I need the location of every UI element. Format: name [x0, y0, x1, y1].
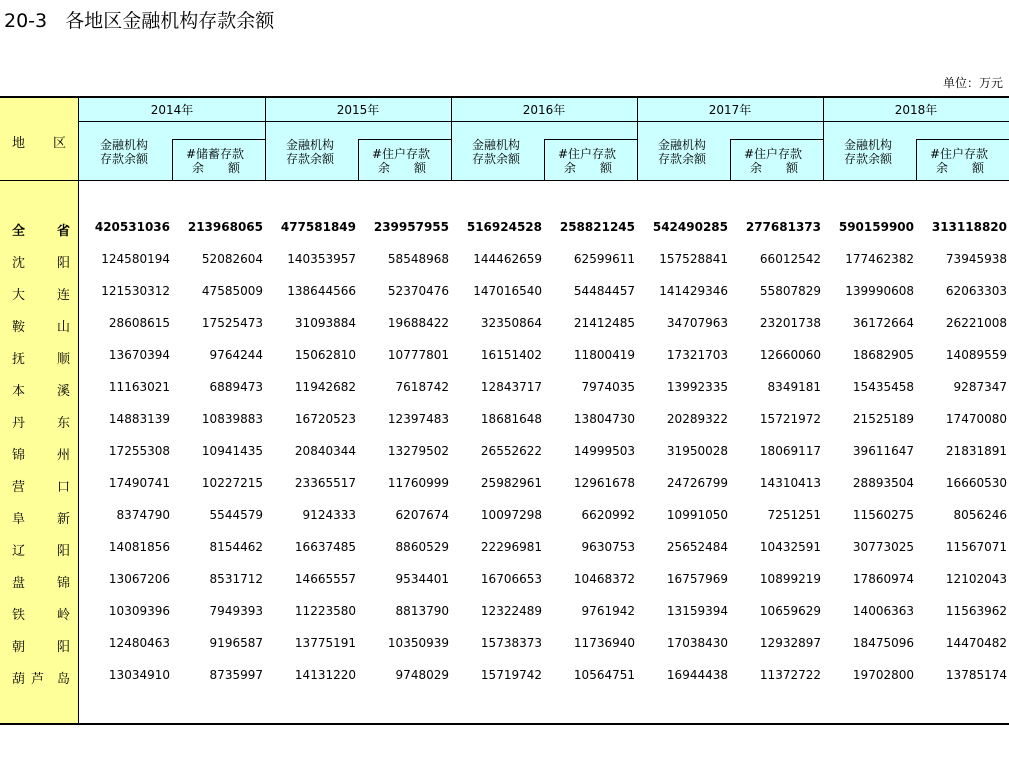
table-cell: 32350864 — [480, 316, 542, 330]
table-cell: 15738373 — [480, 636, 542, 650]
table-cell: 10097298 — [480, 508, 542, 522]
sub-top-line — [730, 139, 823, 140]
table-cell: 18682905 — [852, 348, 914, 362]
column-header-line-2: 存款余额 — [100, 152, 149, 166]
column-header — [286, 138, 334, 166]
table-cell: 31950028 — [666, 444, 728, 458]
table-cell: 11560275 — [852, 508, 914, 522]
table-cell: 17038430 — [666, 636, 728, 650]
table-cell: 36172664 — [852, 316, 914, 330]
table-cell: 157528841 — [659, 252, 728, 266]
table-cell: 15435458 — [852, 380, 914, 394]
table-cell: 62063303 — [945, 284, 1007, 298]
table-cell: 8374790 — [116, 508, 170, 522]
table-cell: 239957955 — [373, 220, 449, 234]
table-cell: 277681373 — [745, 220, 821, 234]
table-cell: 26552622 — [480, 444, 542, 458]
region-header-char-1: 地 — [12, 136, 26, 151]
table-cell: 11567071 — [945, 540, 1007, 554]
table-cell: 15062810 — [294, 348, 356, 362]
table-cell: 10227215 — [201, 476, 263, 490]
region-label — [12, 412, 70, 431]
table-cell: 11563962 — [945, 604, 1007, 618]
region-label — [12, 572, 70, 591]
column-header-line-2: 余 额 — [564, 161, 613, 175]
column-header — [472, 138, 520, 166]
table-cell: 13992335 — [666, 380, 728, 394]
table-cell: 124580194 — [101, 252, 170, 266]
table-cell: 590159900 — [838, 220, 914, 234]
table-cell: 10468372 — [573, 572, 635, 586]
column-header — [744, 147, 802, 175]
region-label-part: 连 — [56, 288, 70, 303]
table-cell: 8349181 — [767, 380, 821, 394]
region-label-part: 锦 — [56, 576, 70, 591]
table-cell: 17525473 — [201, 316, 263, 330]
table-cell: 420531036 — [94, 220, 170, 234]
table-cell: 141429346 — [659, 284, 728, 298]
table-cell: 28608615 — [108, 316, 170, 330]
table-cell: 7251251 — [767, 508, 821, 522]
column-header-line-1: 金融机构 — [472, 138, 521, 152]
table-cell: 14081856 — [108, 540, 170, 554]
region-label-part: 盘 — [12, 576, 26, 591]
sub-separator-line — [358, 139, 359, 180]
table-cell: 9124333 — [302, 508, 356, 522]
region-label — [12, 316, 70, 335]
table-cell: 14006363 — [852, 604, 914, 618]
column-header-line-2: 余 额 — [378, 161, 427, 175]
column-header-line-1: #住户存款 — [744, 147, 803, 161]
table-cell: 17321703 — [666, 348, 728, 362]
table-cell: 6620992 — [581, 508, 635, 522]
table-cell: 6889473 — [209, 380, 263, 394]
year-header: 2016年 — [522, 103, 566, 117]
table-cell: 16637485 — [294, 540, 356, 554]
column-header-line-1: #住户存款 — [558, 147, 617, 161]
table-cell: 19702800 — [852, 668, 914, 682]
table-cell: 18069117 — [759, 444, 821, 458]
table-cell: 10991050 — [666, 508, 728, 522]
unit-label: 单位：万元 — [942, 76, 1003, 90]
table-cell: 16660530 — [945, 476, 1007, 490]
column-header-line-1: #住户存款 — [930, 147, 989, 161]
table-cell: 258821245 — [559, 220, 635, 234]
region-label-part: 州 — [56, 448, 70, 463]
table-cell: 8735997 — [209, 668, 263, 682]
table-cell: 13785174 — [945, 668, 1007, 682]
column-header — [100, 138, 148, 166]
table-cell: 9534401 — [395, 572, 449, 586]
table-cell: 25982961 — [480, 476, 542, 490]
region-label-part: 沈 — [12, 256, 26, 271]
table-cell: 140353957 — [287, 252, 356, 266]
year-header: 2017年 — [708, 103, 752, 117]
table-cell: 16944438 — [666, 668, 728, 682]
region-label-part: 省 — [56, 224, 70, 239]
table-cell: 55807829 — [759, 284, 821, 298]
table-cell: 10432591 — [759, 540, 821, 554]
table-cell: 177462382 — [845, 252, 914, 266]
table-cell: 15719742 — [480, 668, 542, 682]
table-cell: 16757969 — [666, 572, 728, 586]
column-header-line-1: 金融机构 — [286, 138, 335, 152]
column-header-line-1: #储蓄存款 — [186, 147, 245, 161]
table-cell: 16706653 — [480, 572, 542, 586]
column-header-line-1: 金融机构 — [844, 138, 893, 152]
region-label-part: 阜 — [12, 512, 26, 527]
region-label — [12, 252, 70, 271]
sub-separator-line — [730, 139, 731, 180]
region-label-part: 铁 — [12, 608, 26, 623]
column-header-line-2: 存款余额 — [844, 152, 893, 166]
table-cell: 14883139 — [108, 412, 170, 426]
region-label — [12, 380, 70, 399]
table-cell: 12102043 — [945, 572, 1007, 586]
region-label-part: 阳 — [56, 640, 70, 655]
table-cell: 14999503 — [573, 444, 635, 458]
column-header-line-2: 余 额 — [750, 161, 799, 175]
table-cell: 14089559 — [945, 348, 1007, 362]
sub-separator-line — [916, 139, 917, 180]
column-header-line-2: 余 额 — [936, 161, 985, 175]
table-cell: 13067206 — [108, 572, 170, 586]
column-header-line-2: 余 额 — [192, 161, 241, 175]
table-cell: 10777801 — [387, 348, 449, 362]
table-cell: 139990608 — [845, 284, 914, 298]
table-cell: 12961678 — [573, 476, 635, 490]
region-header-char-2: 区 — [52, 136, 66, 151]
region-label-part: 山 — [56, 320, 70, 335]
table-cell: 477581849 — [280, 220, 356, 234]
column-header-line-2: 存款余额 — [658, 152, 707, 166]
table-cell: 9764244 — [209, 348, 263, 362]
table-cell: 10564751 — [573, 668, 635, 682]
table-cell: 9761942 — [581, 604, 635, 618]
table-cell: 13775191 — [294, 636, 356, 650]
region-label — [12, 444, 70, 463]
region-label — [12, 668, 70, 687]
table-cell: 25652484 — [666, 540, 728, 554]
header-bottom-border — [0, 180, 1009, 181]
table-cell: 13034910 — [108, 668, 170, 682]
table-cell: 12480463 — [108, 636, 170, 650]
table-cell: 17860974 — [852, 572, 914, 586]
column-header — [186, 147, 244, 175]
table-cell: 21525189 — [852, 412, 914, 426]
table-cell: 14310413 — [759, 476, 821, 490]
sub-top-line — [358, 139, 451, 140]
table-cell: 8813790 — [395, 604, 449, 618]
table-cell: 14665557 — [294, 572, 356, 586]
table-cell: 17470080 — [945, 412, 1007, 426]
table-cell: 13159394 — [666, 604, 728, 618]
region-label-part: 朝 — [12, 640, 26, 655]
region-label-part: 岭 — [56, 608, 70, 623]
table-cell: 18681648 — [480, 412, 542, 426]
table-cell: 10839883 — [201, 412, 263, 426]
sub-top-line — [544, 139, 637, 140]
column-header-line-2: 存款余额 — [286, 152, 335, 166]
table-cell: 313118820 — [931, 220, 1007, 234]
table-cell: 8056246 — [953, 508, 1007, 522]
table-cell: 52082604 — [201, 252, 263, 266]
sub-separator-line — [544, 139, 545, 180]
table-cell: 47585009 — [201, 284, 263, 298]
table-cell: 22296981 — [480, 540, 542, 554]
region-label-part: 锦 — [12, 448, 26, 463]
table-cell: 20289322 — [666, 412, 728, 426]
region-label-part: 鞍 — [12, 320, 26, 335]
table-cell: 14470482 — [945, 636, 1007, 650]
table-cell: 11736940 — [573, 636, 635, 650]
year-divider-line — [79, 121, 1009, 122]
table-cell: 54484457 — [573, 284, 635, 298]
table-cell: 20840344 — [294, 444, 356, 458]
table-cell: 10350939 — [387, 636, 449, 650]
region-label-part: 口 — [56, 480, 70, 495]
region-label — [12, 476, 70, 495]
table-cell: 12660060 — [759, 348, 821, 362]
table-cell: 18475096 — [852, 636, 914, 650]
column-header — [930, 147, 988, 175]
table-cell: 11760999 — [387, 476, 449, 490]
region-label-part: 岛 — [56, 672, 70, 687]
column-header — [658, 138, 706, 166]
table-cell: 23365517 — [294, 476, 356, 490]
column-header-line-1: 金融机构 — [658, 138, 707, 152]
column-header-line-1: #住户存款 — [372, 147, 431, 161]
region-header — [12, 132, 66, 151]
table-cell: 14131220 — [294, 668, 356, 682]
table-cell: 213968065 — [187, 220, 263, 234]
sub-top-line — [172, 139, 265, 140]
table-bottom-border — [0, 723, 1009, 725]
table-cell: 138644566 — [287, 284, 356, 298]
column-header-line-1: 金融机构 — [100, 138, 149, 152]
table-cell: 10309396 — [108, 604, 170, 618]
region-label-part: 大 — [12, 288, 26, 303]
table-cell: 15721972 — [759, 412, 821, 426]
column-header-line-2: 存款余额 — [472, 152, 521, 166]
table-cell: 9630753 — [581, 540, 635, 554]
table-cell: 11223580 — [294, 604, 356, 618]
region-label-part: 顺 — [56, 352, 70, 367]
table-cell: 17255308 — [108, 444, 170, 458]
region-label-part: 溪 — [56, 384, 70, 399]
region-label-part: 营 — [12, 480, 26, 495]
table-cell: 7974035 — [581, 380, 635, 394]
region-label-part: 本 — [12, 384, 26, 399]
table-cell: 39611647 — [852, 444, 914, 458]
table-cell: 23201738 — [759, 316, 821, 330]
table-top-border — [0, 96, 1009, 98]
region-label — [12, 540, 70, 559]
table-cell: 10899219 — [759, 572, 821, 586]
region-column — [0, 96, 79, 724]
table-cell: 542490285 — [652, 220, 728, 234]
page-title: 20-3 各地区金融机构存款余额 — [4, 10, 275, 32]
region-label-part: 辽 — [12, 544, 26, 559]
table-cell: 66012542 — [759, 252, 821, 266]
table-cell: 26221008 — [945, 316, 1007, 330]
region-label — [12, 636, 70, 655]
table-cell: 12397483 — [387, 412, 449, 426]
region-label-part: 阳 — [56, 544, 70, 559]
region-label-part: 东 — [56, 416, 70, 431]
table-cell: 12322489 — [480, 604, 542, 618]
table-cell: 6207674 — [395, 508, 449, 522]
region-label — [12, 508, 70, 527]
region-label — [12, 284, 70, 303]
table-cell: 7949393 — [209, 604, 263, 618]
table-cell: 11163021 — [108, 380, 170, 394]
region-label-part: 丹 — [12, 416, 26, 431]
table-cell: 10659629 — [759, 604, 821, 618]
region-label-part: 葫芦 — [12, 672, 51, 687]
table-cell: 73945938 — [945, 252, 1007, 266]
column-header — [844, 138, 892, 166]
table-cell: 10941435 — [201, 444, 263, 458]
table-cell: 16151402 — [480, 348, 542, 362]
region-label-part: 抚 — [12, 352, 26, 367]
table-cell: 8531712 — [209, 572, 263, 586]
year-header: 2014年 — [150, 103, 194, 117]
table-cell: 9748029 — [395, 668, 449, 682]
table-cell: 9196587 — [209, 636, 263, 650]
data-table — [0, 96, 1009, 724]
table-cell: 62599611 — [573, 252, 635, 266]
table-cell: 12932897 — [759, 636, 821, 650]
sub-separator-line — [172, 139, 173, 180]
table-cell: 13804730 — [573, 412, 635, 426]
table-cell: 12843717 — [480, 380, 542, 394]
column-header — [372, 147, 430, 175]
table-cell: 11372722 — [759, 668, 821, 682]
region-label — [12, 604, 70, 623]
table-cell: 52370476 — [387, 284, 449, 298]
table-cell: 21412485 — [573, 316, 635, 330]
year-header: 2015年 — [336, 103, 380, 117]
table-cell: 34707963 — [666, 316, 728, 330]
table-cell: 5544579 — [209, 508, 263, 522]
table-cell: 58548968 — [387, 252, 449, 266]
sub-top-line — [916, 139, 1009, 140]
table-cell: 13279502 — [387, 444, 449, 458]
region-label-part: 全 — [12, 224, 26, 239]
column-header — [558, 147, 616, 175]
table-cell: 28893504 — [852, 476, 914, 490]
table-cell: 11942682 — [294, 380, 356, 394]
year-header: 2018年 — [894, 103, 938, 117]
table-cell: 24726799 — [666, 476, 728, 490]
table-cell: 8154462 — [209, 540, 263, 554]
table-cell: 21831891 — [945, 444, 1007, 458]
region-label-part: 阳 — [56, 256, 70, 271]
table-cell: 13670394 — [108, 348, 170, 362]
table-cell: 19688422 — [387, 316, 449, 330]
table-cell: 121530312 — [101, 284, 170, 298]
table-cell: 516924528 — [466, 220, 542, 234]
table-cell: 17490741 — [108, 476, 170, 490]
table-cell: 31093884 — [294, 316, 356, 330]
region-label — [12, 348, 70, 367]
region-label-part: 新 — [56, 512, 70, 527]
table-cell: 16720523 — [294, 412, 356, 426]
table-cell: 11800419 — [573, 348, 635, 362]
table-cell: 9287347 — [953, 380, 1007, 394]
table-cell: 7618742 — [395, 380, 449, 394]
table-cell: 147016540 — [473, 284, 542, 298]
table-cell: 8860529 — [395, 540, 449, 554]
table-cell: 30773025 — [852, 540, 914, 554]
table-cell: 144462659 — [473, 252, 542, 266]
region-label — [12, 220, 70, 239]
